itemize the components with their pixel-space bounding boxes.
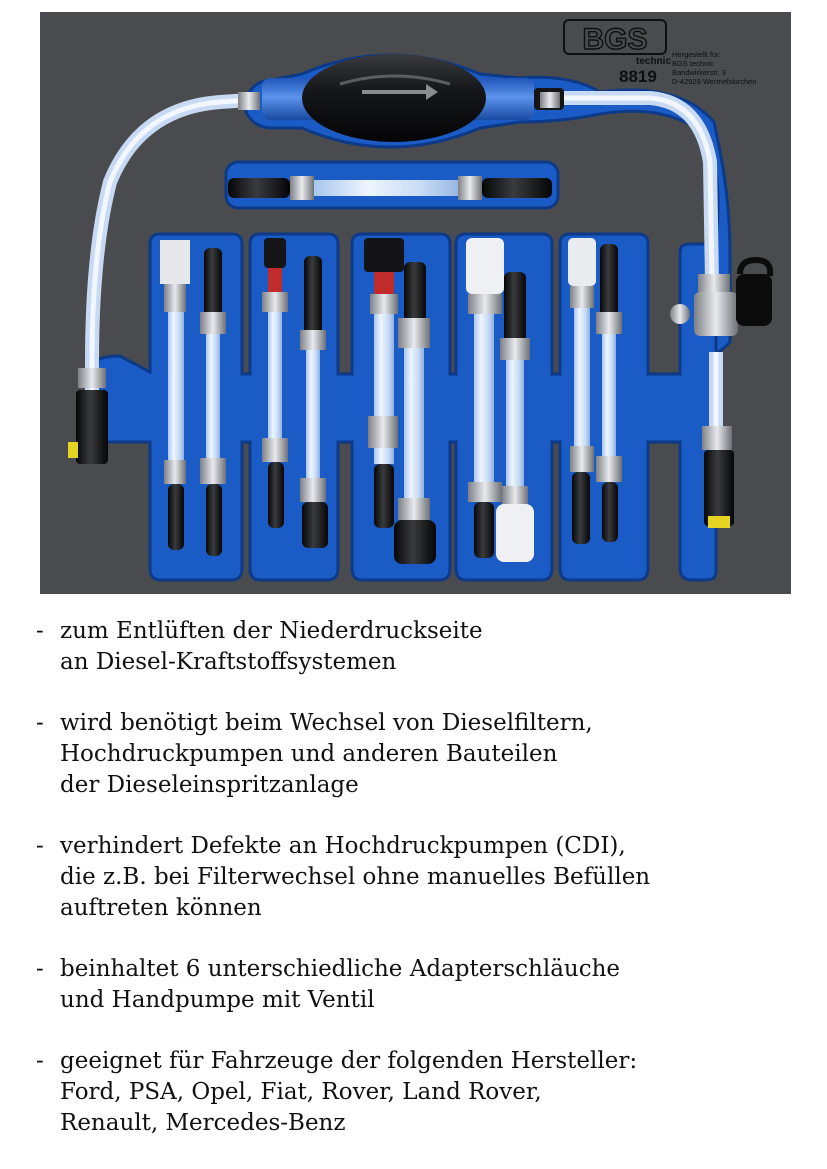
feature-line: die z.B. bei Filterwechsel ohne manuelles Befüllen	[60, 864, 651, 890]
logo-sub: technic	[636, 56, 672, 67]
feature-line: und Handpumpe mit Ventil	[60, 987, 375, 1013]
feature-item	[36, 616, 796, 678]
feature-line: der Dieseleinspritzanlage	[60, 772, 359, 798]
feature-line: wird benötigt beim Wechsel von Dieselfiltern,	[60, 710, 593, 736]
imprint-line-1: Hergestellt für:	[672, 50, 721, 59]
feature-dash: -	[36, 710, 44, 736]
feature-dash: -	[36, 956, 44, 982]
feature-line: Hochdruckpumpen und anderen Bauteilen	[60, 741, 558, 767]
imprint-line-2: BGS technic	[672, 59, 714, 68]
feature-item	[36, 708, 796, 801]
feature-item	[36, 831, 796, 924]
imprint-line-4: D-42929 Wermelskirchen	[672, 77, 757, 86]
feature-line: geeignet für Fahrzeuge der folgenden Hersteller:	[60, 1048, 638, 1074]
article-number: 8819	[619, 67, 657, 86]
feature-dash: -	[36, 833, 44, 859]
feature-line: verhindert Defekte an Hochdruckpumpen (CDI),	[60, 833, 626, 859]
feature-line: Renault, Mercedes-Benz	[60, 1110, 346, 1136]
feature-item	[36, 1046, 796, 1139]
feature-dash: -	[36, 1048, 44, 1074]
logo-brand: BGS	[582, 23, 648, 56]
feature-dash: -	[36, 618, 44, 644]
feature-line: zum Entlüften der Niederdruckseite	[60, 618, 483, 644]
product-photo	[40, 12, 791, 594]
feature-line: auftreten können	[60, 895, 262, 921]
feature-item	[36, 954, 796, 1016]
feature-list	[36, 616, 796, 1169]
feature-line: an Diesel-Kraftstoffsystemen	[60, 649, 397, 675]
feature-line: beinhaltet 6 unterschiedliche Adapterschläuche	[60, 956, 621, 982]
feature-line: Ford, PSA, Opel, Fiat, Rover, Land Rover,	[60, 1079, 542, 1105]
imprint-line-3: Bandwirkerstr. 3	[672, 68, 726, 77]
